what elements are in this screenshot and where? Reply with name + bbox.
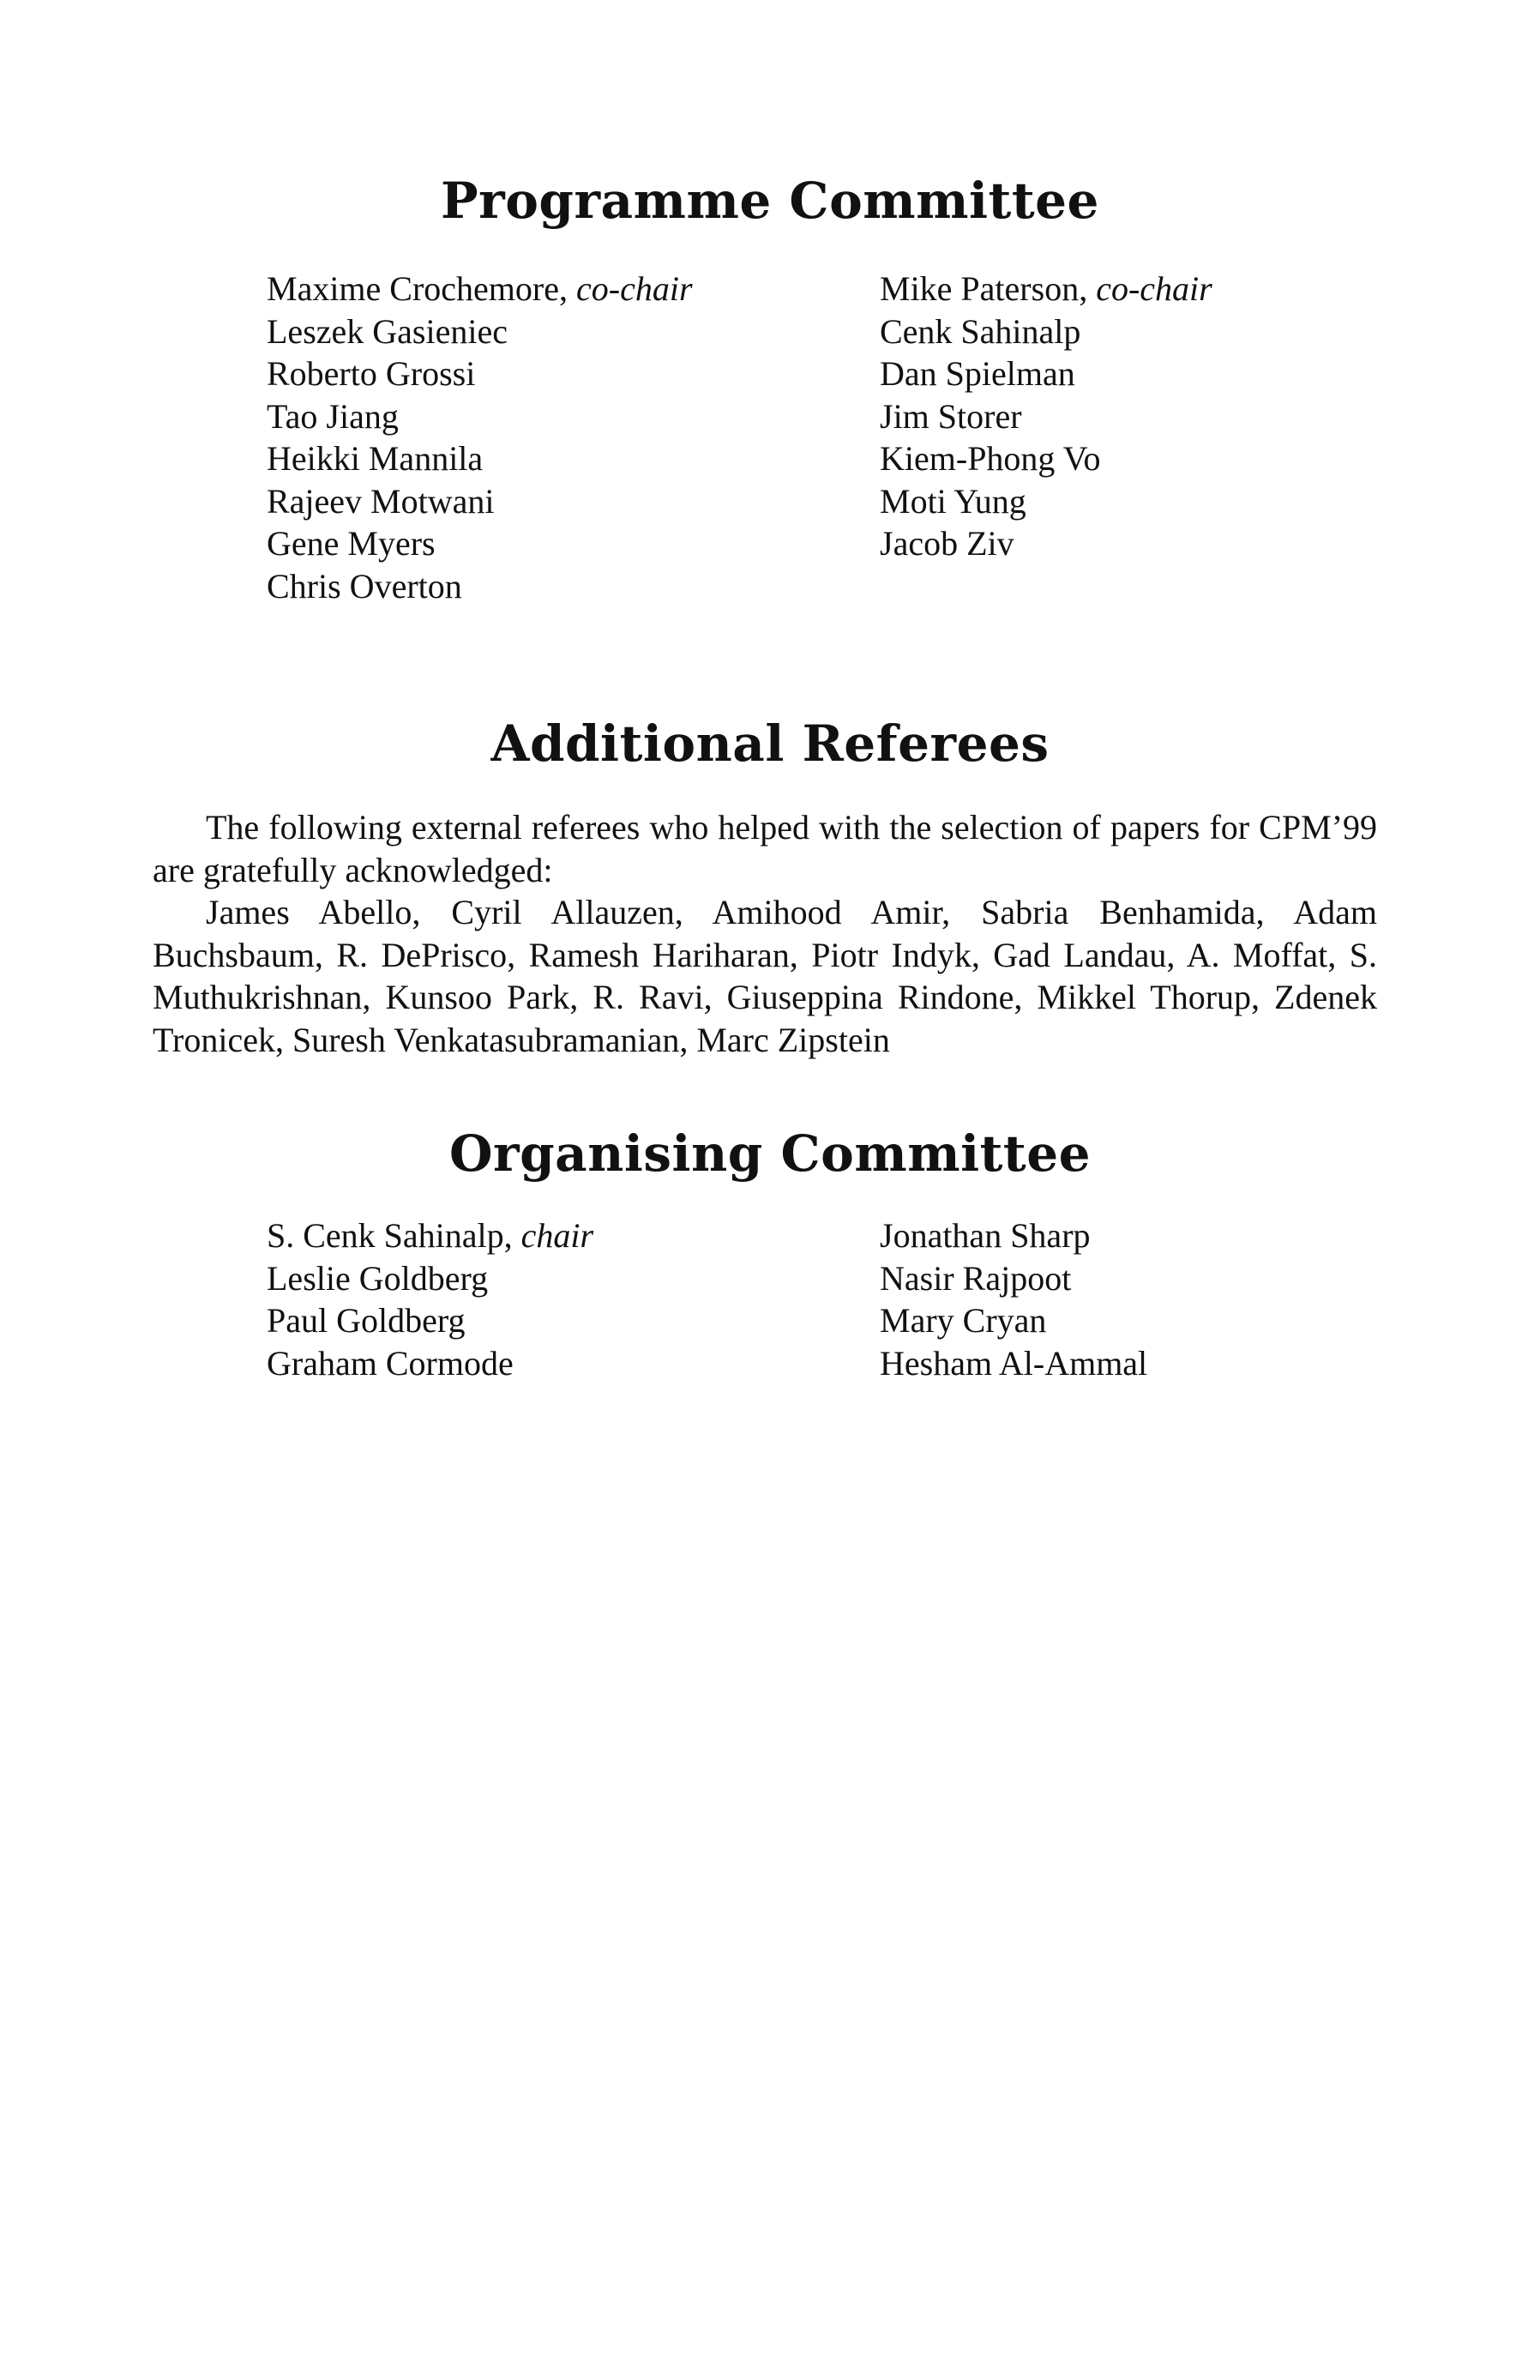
member-name: Roberto Grossi (267, 354, 476, 393)
member-name: Moti Yung (880, 481, 1026, 521)
member-name: Hesham Al-Ammal (880, 1343, 1148, 1383)
member-name: Rajeev Motwani (267, 481, 495, 521)
member-name: Jim Storer (880, 396, 1022, 436)
member-name: Jonathan Sharp (880, 1216, 1091, 1255)
programme-committee-right-column (880, 268, 1212, 565)
member-name: Graham Cormode (267, 1343, 514, 1383)
member-name: Kiem-Phong Vo (880, 439, 1101, 478)
member-name: Leslie Goldberg (267, 1258, 489, 1298)
member-name (267, 1214, 593, 1257)
referees-intro-paragraph: The following external referees who helped with the selection of papers for CPM’99 are gratefully acknowledged: (153, 808, 1377, 889)
member-name: Mary Cryan (880, 1301, 1047, 1340)
organising-committee-heading: Organising Committee (448, 1124, 1092, 1183)
member-role: chair (520, 1216, 594, 1255)
member-name: Chris Overton (267, 566, 462, 606)
member-name: Cenk Sahinalp (880, 311, 1081, 351)
member-name: Heikki Mannila (267, 439, 484, 478)
member-role: co-chair (576, 269, 693, 308)
member-name: Tao Jiang (267, 396, 399, 436)
programme-committee-heading: Programme Committee (441, 172, 1099, 230)
member-name: Dan Spielman (880, 354, 1075, 393)
member-name: Jacob Ziv (880, 524, 1014, 563)
additional-referees-heading: Additional Referees (490, 714, 1050, 773)
member-name (267, 268, 693, 310)
member-name: Paul Goldberg (267, 1301, 466, 1340)
member-name (880, 268, 1212, 310)
organising-committee-left-column (267, 1214, 593, 1384)
organising-committee-right-column (880, 1214, 1147, 1384)
member-role: co-chair (1096, 269, 1212, 308)
member-name: Leszek Gasieniec (267, 311, 508, 351)
programme-committee-left-column (267, 268, 693, 607)
member-name: Nasir Rajpoot (880, 1258, 1072, 1298)
referees-names-paragraph: James Abello, Cyril Allauzen, Amihood Amir, Sabria Benhamida, Adam Buchsbaum, R. DePrisco, Ramesh Hariharan, Piotr Indyk, Gad Landau, A. Moffat, S. Muthukrishnan, Kunsoo Park, R. Ravi, Giuseppina Rindone, Mikkel Thorup, Zdenek Tronicek, Suresh Venkatasubramanian, Marc Zipstein (153, 893, 1377, 1059)
member-name-text: Mike Paterson, (880, 269, 1088, 308)
member-name-text: S. Cenk Sahinalp, (267, 1216, 513, 1255)
member-name: Gene Myers (267, 524, 436, 563)
member-name-text: Maxime Crochemore, (267, 269, 568, 308)
